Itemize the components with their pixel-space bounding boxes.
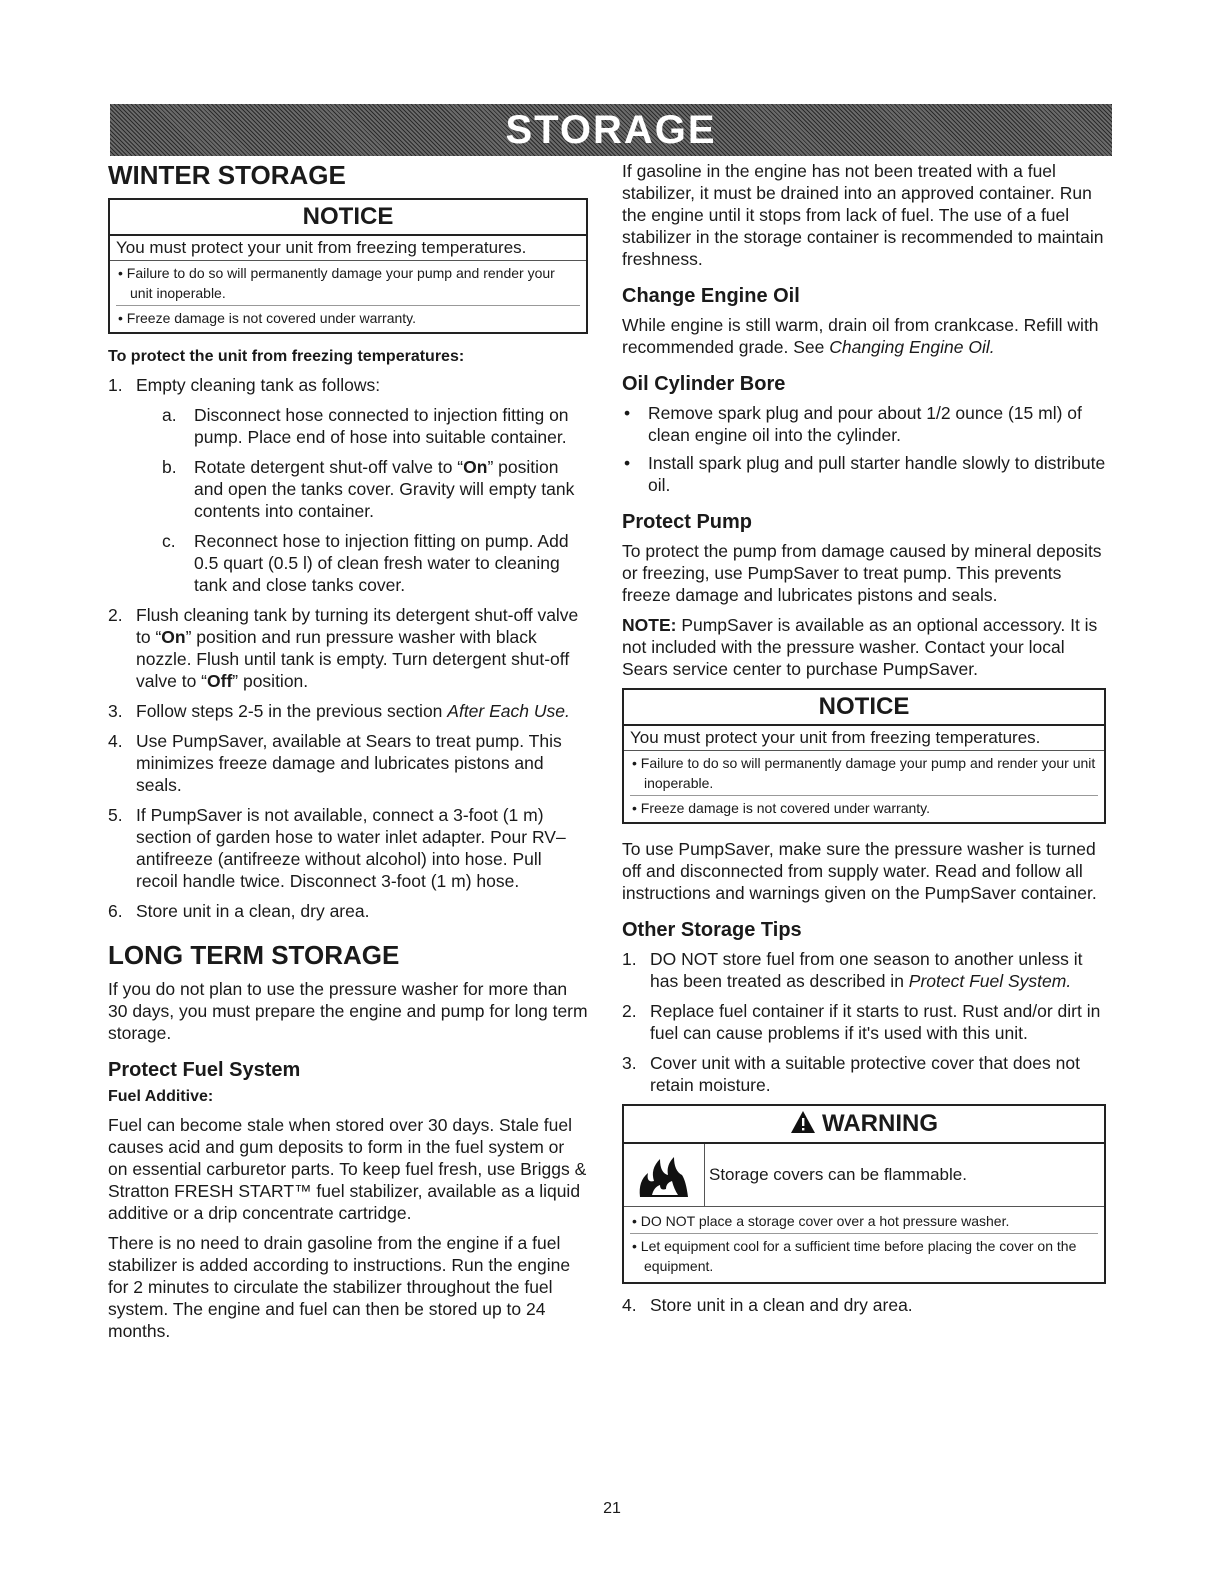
protect-pump-heading: Protect Pump — [622, 511, 753, 533]
long-term-intro: If you do not plan to use the pressure washer for more than 30 days, you must prepare the engine and pump for long term storage. — [108, 979, 588, 1043]
notice-title: NOTICE — [624, 690, 1104, 726]
warning-bullet: • DO NOT place a storage cover over a hot pressure washer. — [630, 1211, 1098, 1231]
protect-unit-heading: To protect the unit from freezing temperatures: — [108, 348, 465, 365]
right-column — [622, 160, 1106, 1324]
cylinder-bore-list — [622, 402, 1106, 496]
step-4: 4. Use PumpSaver, available at Sears to treat pump. This minimizes freeze damage and lubricates pistons and seals. — [108, 731, 562, 795]
tip-2: 2. Replace fuel container if it starts to rust. Rust and/or dirt in fuel can cause problems if it's used with this unit. — [622, 1001, 1101, 1043]
note-paragraph: NOTE: PumpSaver is available as an optional accessory. It is not included with the pressure washer. Contact your local Sears service center to purchase PumpSaver. — [622, 615, 1098, 679]
left-column — [108, 160, 588, 1342]
fuel-stabilizer-paragraph: There is no need to drain gasoline from the engine if a fuel stabilizer is added according to instructions. Run the engine for 2 minutes to circulate the stabilizer throughout the fuel system. The engine and fuel can then be stored up to 24 months. — [108, 1233, 571, 1341]
notice-bullet: • Failure to do so will permanently damage your pump and render your unit inoperable. — [116, 263, 580, 303]
tips-list-continued — [622, 1294, 1106, 1316]
notice-title: NOTICE — [110, 200, 586, 236]
notice-bullets — [624, 751, 1104, 822]
fire-icon — [624, 1144, 705, 1206]
warning-main-text: Storage covers can be flammable. — [709, 1165, 967, 1184]
warning-title: WARNING — [624, 1106, 1104, 1144]
notice-box — [108, 198, 588, 334]
protect-pump-paragraph: To protect the pump from damage caused by mineral deposits or freezing, use PumpSaver to treat pump. This prevents freeze damage and lubricates pistons and seals. — [622, 541, 1102, 605]
list-item: • Remove spark plug and pour about 1/2 ounce (15 ml) of clean engine oil into the cylinder. — [622, 402, 1106, 446]
step-1: 1. Empty cleaning tank as follows: a. Disconnect hose connected to injection fitting on pump. Place end of hose into suitable container. b. Rotate detergent shut-off valve to “On” position and open the tanks cover. Gravity will empty tank contents into container. c. Reconnect hose to injection fitting on pump. Add 0.5 quart (0.5 l) of clean fresh water to cleaning tank and close tanks cover. — [108, 374, 588, 596]
step-6: 6. Store unit in a clean, dry area. — [108, 901, 370, 921]
warning-bullet: • Let equipment cool for a sufficient time before placing the cover on the equipment. — [630, 1233, 1098, 1276]
step-2: 2. Flush cleaning tank by turning its detergent shut-off valve to “On” position and run pressure washer with black nozzle. Flush until tank is empty. Turn detergent shut-off valve to “Off” position. — [108, 605, 579, 691]
winter-steps — [108, 374, 588, 922]
page-number: 21 — [603, 1500, 621, 1517]
protect-fuel-heading: Protect Fuel System — [108, 1059, 301, 1081]
gasoline-paragraph: If gasoline in the engine has not been treated with a fuel stabilizer, it must be drained into an approved container. Run the engine until it stops from lack of fuel. The use of a fuel stabilizer in the storage container is recommended to maintain freshness. — [622, 161, 1104, 269]
step-1-substeps — [136, 404, 588, 596]
winter-storage-heading: WINTER STORAGE — [108, 160, 346, 190]
step-1a: a. Disconnect hose connected to injection fitting on pump. Place end of hose into suitable container. — [162, 405, 569, 447]
warning-row — [624, 1144, 1104, 1207]
warning-bullets — [624, 1207, 1104, 1282]
warning-triangle-icon — [790, 1110, 816, 1134]
notice-main-text: You must protect your unit from freezing temperatures. — [624, 726, 1104, 751]
tip-1: 1. DO NOT store fuel from one season to another unless it has been treated as described in Protect Fuel System. — [622, 949, 1083, 991]
tip-3: 3. Cover unit with a suitable protective cover that does not retain moisture. — [622, 1053, 1080, 1095]
step-1c: c. Reconnect hose to injection fitting on pump. Add 0.5 quart (0.5 l) of clean fresh water to cleaning tank and close tanks cover. — [162, 531, 569, 595]
tip-4: 4. Store unit in a clean and dry area. — [622, 1295, 913, 1315]
fuel-additive-paragraph: Fuel can become stale when stored over 30 days. Stale fuel causes acid and gum deposits to form in the fuel system or on essential carburetor parts. To keep fuel fresh, use Briggs & Stratton FRESH START™ fuel stabilizer, available as a liquid additive or a drip concentrate cartridge. — [108, 1115, 587, 1223]
step-1b: b. Rotate detergent shut-off valve to “On” position and open the tanks cover. Gravity will empty tank contents into container. — [162, 457, 575, 521]
notice-box — [622, 688, 1106, 824]
cylinder-bore-heading: Oil Cylinder Bore — [622, 373, 786, 395]
warning-box — [622, 1104, 1106, 1284]
change-oil-paragraph: While engine is still warm, drain oil from crankcase. Refill with recommended grade. See Changing Engine Oil. — [622, 315, 1099, 357]
fuel-additive-heading: Fuel Additive: — [108, 1088, 214, 1105]
change-oil-heading: Change Engine Oil — [622, 285, 800, 307]
pumpsaver-use-paragraph: To use PumpSaver, make sure the pressure washer is turned off and disconnected from supply water. Read and follow all instructions and warnings given on the PumpSaver container. — [622, 839, 1097, 903]
notice-bullets — [110, 261, 586, 332]
notice-main-text: You must protect your unit from freezing temperatures. — [110, 236, 586, 261]
notice-bullet: • Freeze damage is not covered under warranty. — [630, 795, 1098, 818]
banner-title: STORAGE — [505, 108, 717, 152]
long-term-storage-heading: LONG TERM STORAGE — [108, 940, 400, 970]
section-banner — [110, 104, 1112, 156]
notice-bullet: • Failure to do so will permanently damage your pump and render your unit inoperable. — [630, 753, 1098, 793]
tips-list — [622, 948, 1106, 1096]
step-5: 5. If PumpSaver is not available, connect a 3-foot (1 m) section of garden hose to water inlet adapter. Pour RV–antifreeze (antifreeze without alcohol) into hose. Pull recoil handle twice. Disconnect 3-foot (1 m) hose. — [108, 805, 566, 891]
step-3: 3. Follow steps 2-5 in the previous section After Each Use. — [108, 701, 570, 721]
other-tips-heading: Other Storage Tips — [622, 919, 802, 941]
list-item: • Install spark plug and pull starter handle slowly to distribute oil. — [622, 452, 1106, 496]
notice-bullet: • Freeze damage is not covered under warranty. — [116, 305, 580, 328]
